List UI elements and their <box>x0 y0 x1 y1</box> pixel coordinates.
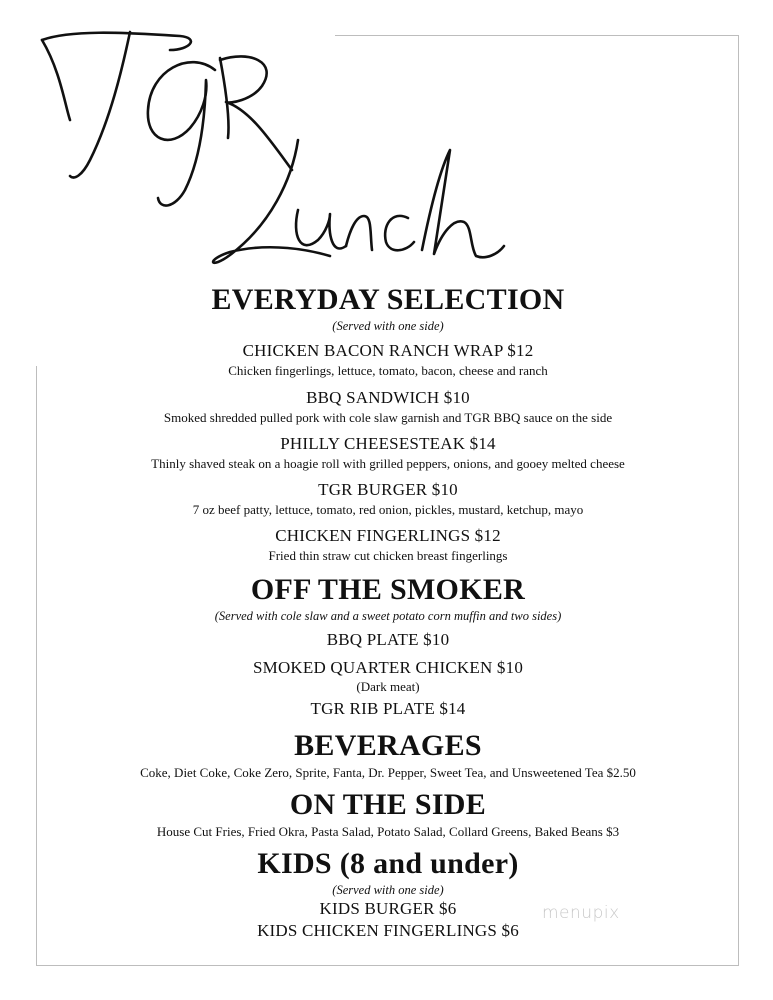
kids-note: (Served with one side) <box>332 883 444 897</box>
menu-item-name: TGR BURGER $10 <box>318 480 458 499</box>
frame-bottom-line <box>36 965 739 966</box>
menu-item-description: Thinly shaved steak on a hoagie roll with grilled peppers, onions, and gooey melted cheese <box>151 456 625 471</box>
kids-section-title: KIDS (8 and under) <box>257 847 519 880</box>
script-logo-drawing <box>30 10 510 295</box>
menu-item-description: Smoked shredded pulled pork with cole slaw garnish and TGR BBQ sauce on the side <box>163 410 613 425</box>
menu-item-name: CHICKEN BACON RANCH WRAP $12 <box>242 341 534 360</box>
menu-item-description: Chicken fingerlings, lettuce, tomato, bacon, cheese and ranch <box>228 363 548 378</box>
beverages-section-title: BEVERAGES <box>294 729 482 762</box>
frame-left-line <box>36 366 37 965</box>
smoker-note: (Served with cole slaw and a sweet potato corn muffin and two sides) <box>214 609 562 623</box>
menu-item-name: KIDS CHICKEN FINGERLINGS $6 <box>257 921 519 940</box>
smoker-section-title: OFF THE SMOKER <box>250 573 526 606</box>
menu-item-name: BBQ PLATE $10 <box>326 630 450 649</box>
everyday-section-title: EVERYDAY SELECTION <box>211 283 565 316</box>
menu-item-description: (Dark meat) <box>356 679 420 694</box>
menu-item-name: TGR RIB PLATE $14 <box>310 699 466 718</box>
side-section-title: ON THE SIDE <box>289 788 487 821</box>
menu-item-name: BBQ SANDWICH $10 <box>306 388 470 407</box>
menu-item-name: KIDS BURGER $6 <box>319 899 457 918</box>
watermark-text: menupix <box>542 903 620 923</box>
script-logo <box>30 10 510 295</box>
menu-item-description: Fried thin straw cut chicken breast fingerlings <box>268 548 508 563</box>
menu-item-description: 7 oz beef patty, lettuce, tomato, red onion, pickles, mustard, ketchup, mayo <box>192 502 584 517</box>
everyday-note: (Served with one side) <box>332 319 444 333</box>
frame-right-line <box>738 35 739 965</box>
menu-item-name: PHILLY CHEESESTEAK $14 <box>280 434 496 453</box>
menu <box>40 282 736 942</box>
menu-item-name: SMOKED QUARTER CHICKEN $10 <box>252 658 524 677</box>
beverages-list: Coke, Diet Coke, Coke Zero, Sprite, Fanta, Dr. Pepper, Sweet Tea, and Unsweetened Tea $2.50 <box>140 765 636 780</box>
sides-list: House Cut Fries, Fried Okra, Pasta Salad, Potato Salad, Collard Greens, Baked Beans $3 <box>156 824 620 839</box>
menu-item-name: CHICKEN FINGERLINGS $12 <box>275 526 501 545</box>
